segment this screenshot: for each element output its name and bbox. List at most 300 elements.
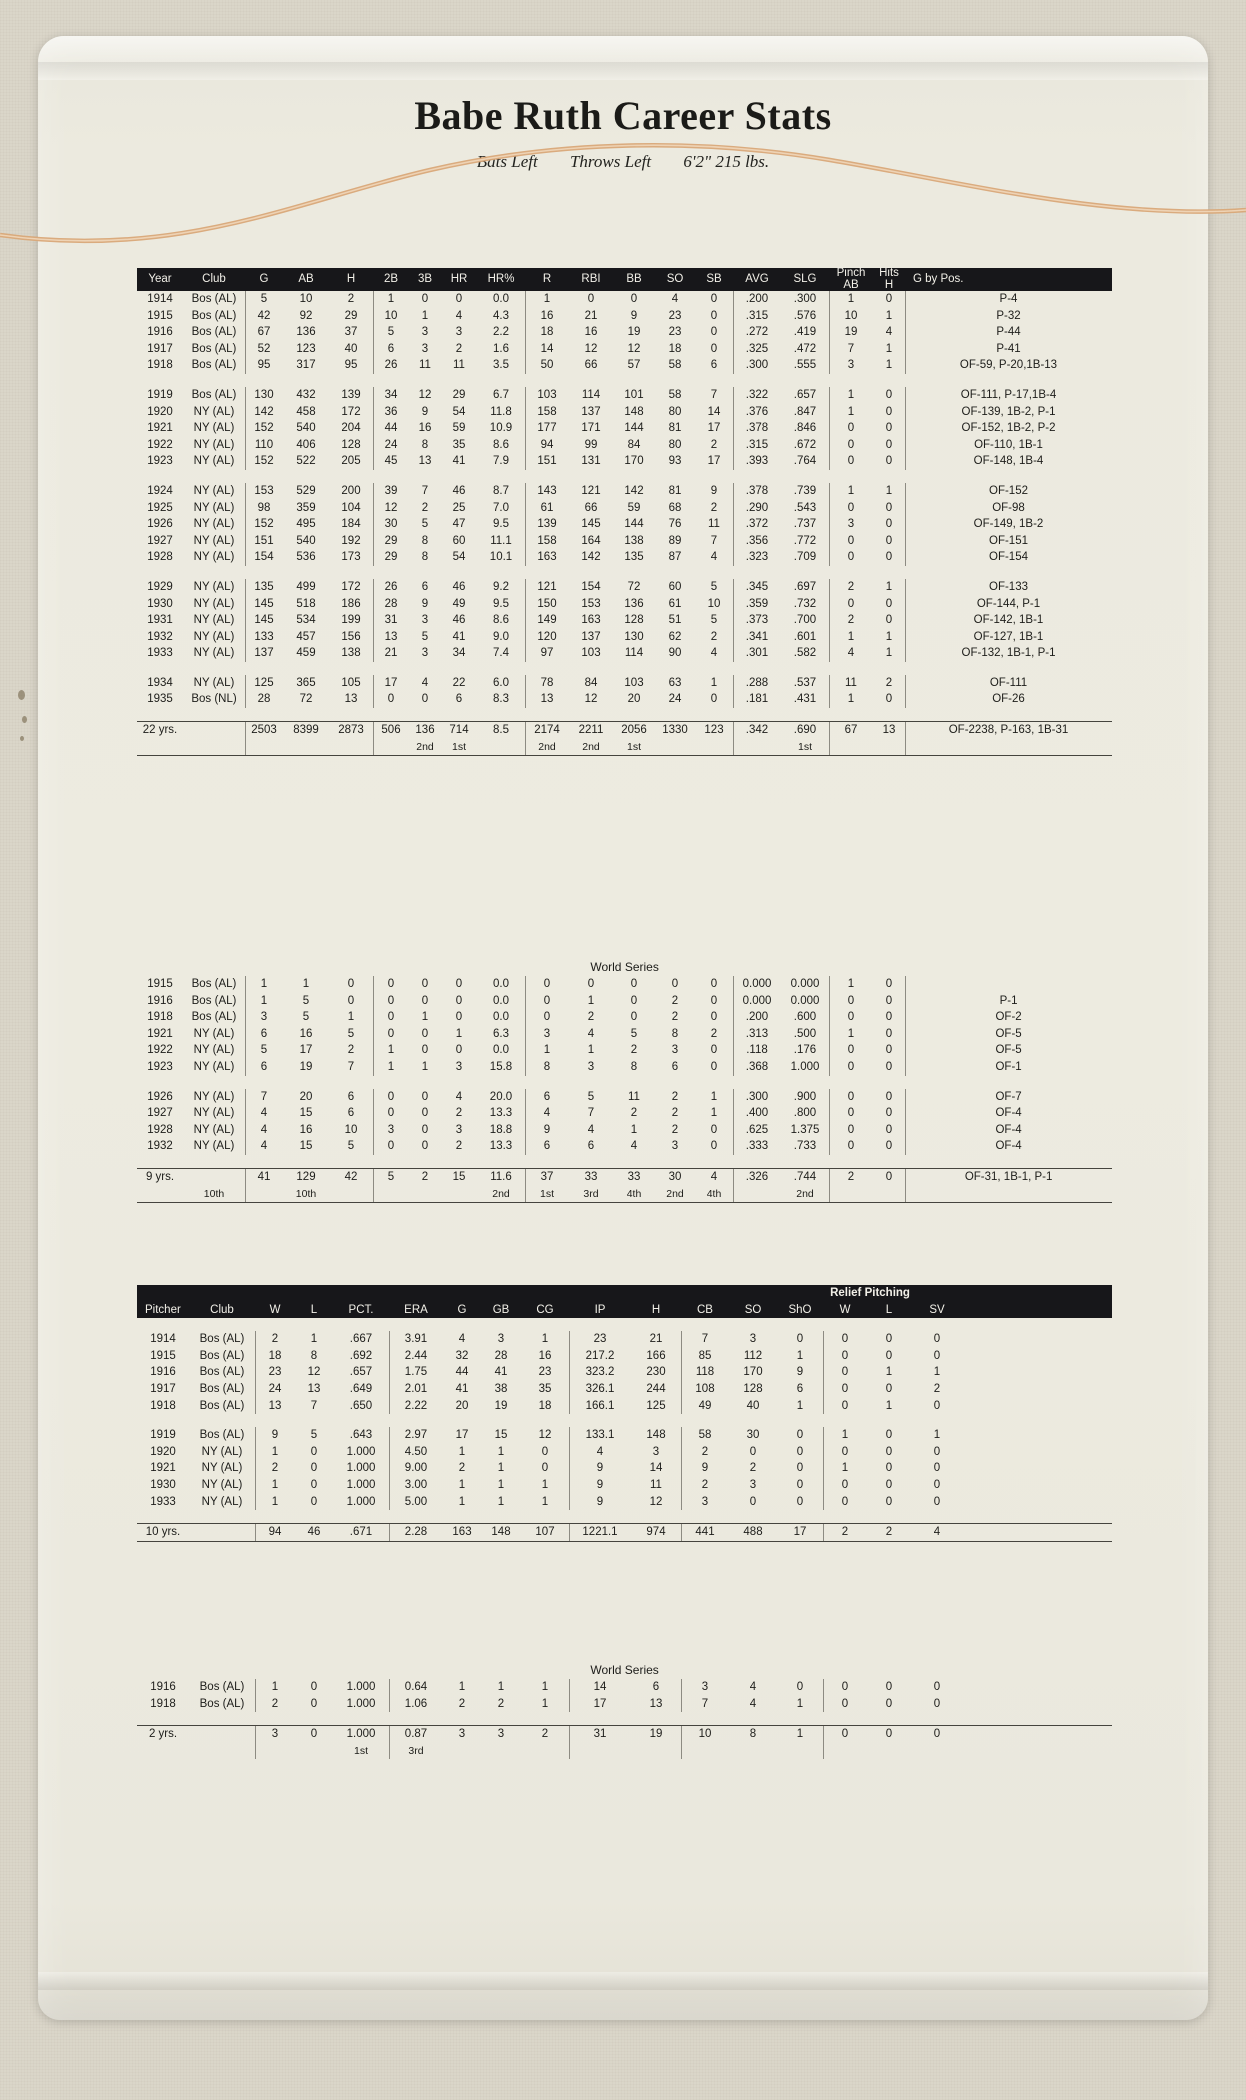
batting-cell-10: 4: [587, 1027, 595, 1040]
pitching-cell-7: 1: [497, 1495, 505, 1508]
batting-cell-4: 6: [347, 1107, 355, 1120]
batting-cell-16: 0: [829, 549, 873, 566]
batting-cell-18: OF-132, 1B-1, P-1: [905, 645, 1112, 662]
batting-cell-14: .200: [733, 291, 781, 308]
batting-cell-0: 1923: [147, 455, 173, 468]
pitching-cell-8: 1: [541, 1681, 549, 1693]
rank-cell-4: [329, 739, 373, 756]
pitching-cell-4: 1.000: [346, 1697, 376, 1710]
batting-cell-12: 23: [668, 309, 682, 322]
batting-cell-8: 11.1: [490, 534, 512, 547]
batting-cell-18: OF-110, 1B-1: [905, 437, 1112, 454]
pitching-cell-8: 12: [538, 1429, 552, 1442]
table-row: [137, 308, 1112, 325]
pitching-cell-15: 0: [885, 1349, 893, 1362]
batting-cell-9: 151: [525, 453, 569, 470]
batting-cell-4: 29: [344, 309, 358, 322]
totals-cell-3: 8399: [283, 722, 329, 739]
batting-cell-11: 1: [630, 1123, 638, 1136]
batting-cell-2: 3: [245, 1009, 283, 1026]
pitching-cell-7: 1: [497, 1462, 505, 1475]
pitching-cell-7: 15: [494, 1429, 508, 1442]
rank-cell-6: [409, 1186, 441, 1203]
rank-cell-15: 1st: [797, 740, 812, 753]
batting-cell-2: 95: [245, 357, 283, 374]
pitching-cell-3: 8: [310, 1349, 318, 1362]
pitching-cell-0: 1921: [150, 1462, 176, 1475]
batting-cell-15: .419: [793, 326, 817, 339]
batting-cell-5: 17: [373, 675, 409, 692]
batting-cell-15: .739: [793, 484, 817, 497]
bats-label: Bats Left: [476, 152, 538, 171]
batting-cell-2: 110: [245, 437, 283, 454]
pitching-cell-10: 166: [646, 1349, 666, 1362]
table-row: [137, 387, 1112, 404]
pitching-cell-16: 0: [933, 1445, 941, 1458]
batting-cell-5: 21: [373, 645, 409, 662]
batting-cell-2: 4: [245, 1122, 283, 1139]
totals-cell-4: 42: [329, 1168, 373, 1185]
rank-cell-0: [137, 1743, 189, 1760]
batting-cell-5: 0: [373, 691, 409, 708]
batting-cell-10: 137: [581, 630, 601, 643]
batting-cell-13: 0: [710, 1140, 718, 1153]
batting-cell-6: 9: [421, 405, 429, 418]
batting-cell-3: 16: [299, 1027, 313, 1040]
pitching-cell-16: 2: [933, 1382, 941, 1395]
rank-cell-2: [245, 1186, 283, 1203]
pitching-cell-9: 9: [569, 1460, 631, 1477]
batting-cell-17: 0: [885, 597, 893, 610]
batting-cell-4: 156: [341, 630, 361, 643]
batting-cell-5: 24: [373, 437, 409, 454]
batting-cell-0: 1926: [147, 518, 173, 531]
batting-cell-6: 11: [419, 359, 431, 372]
rank-cell-17: [963, 1743, 1112, 1760]
batting-cell-18: OF-149, 1B-2: [905, 516, 1112, 533]
batting-cell-0: 1920: [147, 405, 173, 418]
th-p-cb: CB: [681, 1302, 729, 1319]
batting-cell-0: 1928: [147, 551, 173, 564]
batting-cell-9: 1: [525, 291, 569, 308]
rank-cell-11: 1st: [626, 740, 641, 753]
th-g: G: [245, 268, 283, 291]
batting-cell-8: 0.0: [493, 1011, 509, 1024]
batting-cell-4: 204: [341, 422, 361, 435]
batting-cell-9: 9: [525, 1122, 569, 1139]
pitching-cell-7: 1: [497, 1478, 505, 1491]
batting-cell-12: 62: [668, 630, 682, 643]
batting-cell-7: 3: [455, 1123, 463, 1136]
pitching-cell-17: [963, 1331, 1112, 1348]
pitching-cell-5: 5.00: [389, 1494, 443, 1511]
batting-cell-5: 5: [373, 324, 409, 341]
pitching-cell-15: 0: [885, 1382, 893, 1395]
batting-cell-11: 128: [624, 614, 644, 627]
batting-cell-1: NY (AL): [193, 1044, 235, 1057]
th-r: R: [525, 268, 569, 291]
batting-cell-2: 7: [245, 1089, 283, 1106]
batting-cell-14: 0.000: [733, 976, 781, 993]
totals-cell-14: 0: [823, 1726, 867, 1743]
pitching-cell-15: 0: [885, 1478, 893, 1491]
batting-cell-11: 11: [628, 1090, 640, 1103]
pitching-cell-2: 1: [255, 1444, 295, 1461]
th-p-pct: PCT.: [333, 1302, 389, 1319]
batting-cell-10: 5: [587, 1090, 595, 1103]
batting-cell-14: .376: [733, 404, 781, 421]
batting-cell-2: 125: [245, 675, 283, 692]
batting-cell-5: 34: [373, 387, 409, 404]
batting-cell-7: 25: [452, 501, 466, 514]
batting-cell-13: 0: [710, 309, 718, 322]
batting-cell-3: 540: [296, 422, 316, 435]
batting-cell-18: OF-152, 1B-2, P-2: [905, 420, 1112, 437]
pitching-cell-6: 2: [458, 1697, 466, 1710]
batting-cell-17: 0: [885, 518, 893, 531]
spacer-row: [137, 1712, 1112, 1726]
batting-cell-6: 8: [421, 551, 429, 564]
rule-row: [137, 756, 1112, 759]
batting-cell-3: 365: [296, 676, 316, 689]
batting-cell-3: 5: [302, 994, 310, 1007]
th-relief-w: W: [823, 1302, 867, 1319]
batting-cell-16: 0: [829, 533, 873, 550]
batting-cell-2: 152: [245, 453, 283, 470]
th-p-g: G: [443, 1302, 481, 1319]
batting-cell-9: 0: [525, 976, 569, 993]
rank-row: [137, 1186, 1112, 1203]
spacer-cell: [137, 374, 1112, 387]
rank-cell-14: [733, 1186, 781, 1203]
batting-cell-15: .472: [793, 342, 817, 355]
batting-cell-13: 0: [710, 1011, 718, 1024]
totals-cell-5: 5: [373, 1168, 409, 1185]
pitching-cell-13: 0: [796, 1445, 804, 1458]
batting-cell-17: 0: [885, 978, 893, 990]
th-p-blank: [963, 1302, 1112, 1319]
batting-cell-14: .288: [733, 675, 781, 692]
batting-cell-15: .601: [793, 630, 817, 643]
batting-cell-1: NY (AL): [193, 405, 235, 418]
table-row: [137, 675, 1112, 692]
spacer-cell: [137, 1510, 1112, 1524]
batting-cell-18: OF-4: [905, 1122, 1112, 1139]
batting-cell-0: 1924: [147, 484, 173, 497]
batting-cell-11: 12: [627, 342, 641, 355]
table-row: [137, 533, 1112, 550]
totals-cell-7: 714: [441, 722, 477, 739]
batting-cell-18: OF-59, P-20,1B-13: [905, 357, 1112, 374]
batting-cell-3: 15: [299, 1140, 313, 1153]
batting-cell-6: 3: [421, 342, 429, 355]
batting-cell-6: 2: [421, 501, 429, 514]
batting-cell-2: 137: [245, 645, 283, 662]
batting-cell-9: 158: [525, 533, 569, 550]
batting-cell-3: 518: [296, 597, 316, 610]
rank-row: [137, 1743, 1112, 1760]
batting-cell-17: 0: [885, 1140, 893, 1153]
batting-cell-12: 60: [668, 580, 682, 593]
pitching-cell-1: Bos (AL): [199, 1333, 245, 1346]
batting-cell-10: 131: [581, 455, 601, 468]
batting-cell-1: NY (AL): [193, 1123, 235, 1136]
batting-cell-10: 153: [581, 597, 601, 610]
batting-cell-6: 12: [418, 388, 432, 401]
table-row: [137, 1009, 1112, 1026]
batting-cell-7: 11: [453, 359, 465, 372]
table-row: [137, 404, 1112, 421]
th-pinch-hits: Hits H: [873, 268, 905, 291]
totals-cell-9: 31: [569, 1726, 631, 1743]
batting-cell-14: .300: [733, 357, 781, 374]
batting-cell-8: 7.9: [493, 455, 509, 468]
batting-cell-8: 10.1: [489, 551, 513, 564]
batting-cell-8: 4.3: [493, 309, 509, 322]
batting-cell-13: 14: [707, 405, 721, 418]
pitching-cell-12: 2: [749, 1462, 757, 1475]
batting-cell-12: 68: [668, 501, 682, 514]
batting-cell-13: 17: [707, 422, 721, 435]
batting-cell-4: 5: [347, 1027, 355, 1040]
batting-cell-8: 13.3: [489, 1107, 513, 1120]
batting-cell-10: 163: [581, 614, 601, 627]
batting-cell-16: 0: [829, 1089, 873, 1106]
pitching-cell-17: [963, 1364, 1112, 1381]
batting-cell-16: 0: [829, 500, 873, 517]
pitching-cell-12: 0: [749, 1495, 757, 1508]
batting-cell-17: 0: [885, 534, 893, 547]
sheet-bottom-roll: [38, 1972, 1208, 1990]
pitching-cell-0: 1919: [150, 1429, 176, 1442]
batting-cell-13: 0: [710, 693, 718, 706]
batting-cell-7: 41: [452, 455, 466, 468]
totals-cell-6: 3: [443, 1726, 481, 1743]
batting-cell-8: 6.7: [493, 388, 509, 401]
batting-cell-2: 142: [245, 404, 283, 421]
batting-cell-14: .356: [733, 533, 781, 550]
batting-cell-15: .600: [793, 1011, 817, 1024]
batting-cell-12: 2: [671, 994, 679, 1007]
batting-cell-13: 5: [710, 580, 718, 593]
batting-cell-7: 0: [455, 293, 463, 305]
th-p-so: SO: [729, 1302, 777, 1319]
batting-cell-7: 46: [452, 614, 466, 627]
batting-cell-11: 138: [624, 534, 644, 547]
batting-cell-2: 52: [245, 341, 283, 358]
batting-cell-4: 139: [341, 388, 361, 401]
pitching-cell-11: 85: [681, 1348, 729, 1365]
batting-cell-1: NY (AL): [193, 1107, 235, 1120]
pitching-cell-4: .649: [349, 1382, 373, 1395]
pitching-cell-3: 13: [307, 1382, 321, 1395]
pitching-cell-8: 0: [541, 1445, 549, 1458]
rank-cell-17: [873, 739, 905, 756]
batting-cell-16: 3: [829, 516, 873, 533]
batting-cell-5: 45: [373, 453, 409, 470]
rank-cell-12: [655, 739, 695, 756]
batting-cell-4: 2: [347, 293, 355, 305]
batting-cell-8: 20.0: [489, 1090, 513, 1103]
batting-header-row: [137, 268, 1112, 291]
batting-cell-12: 3: [671, 1140, 679, 1153]
batting-cell-13: 0: [710, 978, 718, 990]
batting-cell-5: 3: [373, 1122, 409, 1139]
pitching-cell-14: 0: [823, 1381, 867, 1398]
batting-cell-7: 47: [452, 518, 466, 531]
pitching-cell-0: 1914: [150, 1333, 176, 1346]
batting-cell-8: 0.0: [493, 978, 509, 990]
totals-cell-6: 2: [409, 1168, 441, 1185]
totals-cell-11: 10: [681, 1726, 729, 1743]
rank-cell-13: 4th: [706, 1187, 722, 1200]
pitching-cell-13: 1: [796, 1349, 804, 1362]
th-relief-l: L: [867, 1302, 911, 1319]
pitching-cell-2: 1: [255, 1679, 295, 1696]
totals-cell-12: 488: [729, 1524, 777, 1542]
pitching-cell-9: 4: [569, 1444, 631, 1461]
batting-cell-3: 529: [296, 484, 316, 497]
batting-cell-18: OF-151: [905, 533, 1112, 550]
batting-cell-10: 1: [587, 994, 595, 1007]
batting-cell-18: OF-1: [905, 1059, 1112, 1076]
batting-cell-16: 0: [829, 437, 873, 454]
batting-cell-3: 10: [299, 293, 313, 305]
batting-cell-12: 76: [668, 518, 682, 531]
batting-cell-0: 1932: [147, 630, 173, 643]
batting-cell-17: 1: [885, 342, 893, 355]
batting-cell-14: .378: [733, 420, 781, 437]
batting-cell-17: 0: [885, 1107, 893, 1120]
batting-cell-2: 28: [245, 691, 283, 708]
totals-cell-10: 19: [631, 1726, 681, 1743]
totals-cell-2: 3: [255, 1726, 295, 1743]
batting-cell-9: 13: [525, 691, 569, 708]
pitching-cell-0: 1918: [150, 1697, 176, 1710]
batting-cell-10: 12: [584, 693, 598, 706]
ws-pitching-table: [137, 1658, 1112, 1759]
pitching-cell-0: 1920: [150, 1445, 176, 1458]
batting-cell-16: 0: [829, 420, 873, 437]
batting-cell-4: 172: [341, 580, 361, 593]
pitching-cell-13: 0: [796, 1462, 804, 1475]
spacer-cell: [137, 1076, 1112, 1089]
spacer-row: [137, 1076, 1112, 1089]
batting-cell-4: 192: [341, 534, 361, 547]
batting-cell-3: 359: [296, 501, 316, 514]
batting-cell-5: 30: [373, 516, 409, 533]
batting-cell-12: 3: [671, 1044, 679, 1057]
pitching-cell-17: [963, 1444, 1112, 1461]
batting-cell-16: 1: [829, 483, 873, 500]
batting-cell-2: 1: [245, 976, 283, 993]
th-slg: SLG: [781, 268, 829, 291]
totals-cell-8: 8.5: [477, 722, 525, 739]
batting-cell-6: 0: [421, 1027, 429, 1040]
batting-cell-14: .373: [733, 612, 781, 629]
batting-cell-18: OF-152: [905, 483, 1112, 500]
rank-cell-13: [695, 739, 733, 756]
batting-cell-9: 18: [525, 324, 569, 341]
spacer-row: [137, 374, 1112, 387]
pitching-cell-0: 1916: [150, 1366, 176, 1379]
batting-cell-9: 158: [525, 404, 569, 421]
batting-cell-1: NY (AL): [193, 551, 235, 564]
batting-cell-15: .300: [793, 293, 817, 305]
batting-cell-11: 114: [624, 647, 644, 660]
batting-cell-13: 5: [710, 614, 718, 627]
batting-cell-1: NY (AL): [193, 614, 235, 627]
batting-cell-13: 1: [710, 676, 718, 689]
batting-cell-14: 0.000: [733, 993, 781, 1010]
batting-cell-0: 1934: [147, 676, 173, 689]
pitching-cell-4: .667: [349, 1333, 373, 1346]
batting-cell-0: 1916: [147, 994, 173, 1007]
batting-cell-15: .900: [793, 1090, 817, 1103]
batting-cell-4: 199: [341, 614, 361, 627]
batting-cell-9: 3: [525, 1026, 569, 1043]
batting-cell-8: 10.9: [489, 422, 513, 435]
pitching-cell-0: 1917: [150, 1382, 176, 1395]
batting-cell-1: NY (AL): [193, 580, 235, 593]
pitching-cell-6: 1: [458, 1445, 466, 1458]
batting-cell-3: 540: [296, 534, 316, 547]
batting-cell-0: 1933: [147, 647, 173, 660]
batting-cell-14: .313: [733, 1026, 781, 1043]
pitching-cell-14: 0: [823, 1444, 867, 1461]
pitching-cell-11: 7: [681, 1331, 729, 1348]
batting-cell-8: 8.6: [493, 438, 509, 451]
batting-cell-13: 0: [710, 1060, 718, 1073]
batting-cell-13: 0: [710, 326, 718, 339]
batting-cell-8: 9.2: [493, 580, 509, 593]
pitching-cell-7: 3: [497, 1333, 505, 1346]
totals-cell-1: [189, 1524, 255, 1542]
batting-cell-7: 46: [452, 484, 466, 497]
batting-cell-13: 0: [710, 1044, 718, 1057]
batting-cell-1: NY (AL): [193, 1090, 235, 1103]
batting-cell-12: 81: [668, 484, 682, 497]
th-p-club: Club: [189, 1302, 255, 1319]
batting-cell-9: 8: [525, 1059, 569, 1076]
pitching-cell-7: 38: [494, 1382, 508, 1395]
spacer-cell: [137, 1414, 1112, 1427]
batting-cell-12: 2: [671, 1107, 679, 1120]
batting-cell-14: .322: [733, 387, 781, 404]
batting-cell-14: .333: [733, 1138, 781, 1155]
rank-cell-15: [867, 1743, 911, 1760]
batting-cell-9: 121: [525, 579, 569, 596]
batting-cell-18: OF-111: [905, 675, 1112, 692]
batting-cell-4: 37: [344, 326, 358, 339]
pitching-cell-4: .692: [349, 1349, 373, 1362]
batting-cell-4: 0: [347, 978, 355, 990]
totals-cell-7: 148: [481, 1524, 521, 1542]
batting-cell-14: .359: [733, 596, 781, 613]
batting-cell-1: NY (AL): [193, 630, 235, 643]
section-label: World Series: [590, 1663, 659, 1678]
batting-table: [137, 268, 1112, 758]
pitching-cell-5: 3.91: [389, 1331, 443, 1348]
ws-batting-wrap: [137, 955, 1246, 1205]
batting-cell-17: 1: [885, 484, 893, 497]
batting-cell-5: 0: [373, 1105, 409, 1122]
totals-cell-6: 163: [443, 1524, 481, 1542]
rank-cell-11: 4th: [626, 1187, 642, 1200]
batting-cell-2: 6: [245, 1026, 283, 1043]
batting-cell-3: 495: [296, 518, 316, 531]
pitching-cell-1: Bos (AL): [199, 1349, 245, 1362]
